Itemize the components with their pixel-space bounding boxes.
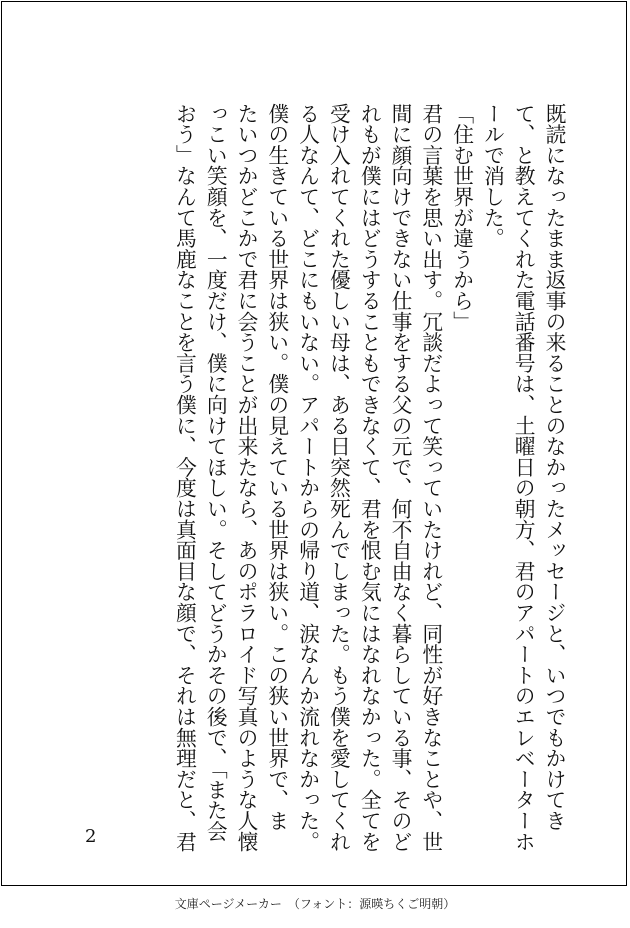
body-line: れもが僕にはどうすることもできなくて、君を恨む気にはなれなかった。全てを (357, 103, 382, 852)
page-number: 2 (85, 826, 97, 847)
body-line: っこい笑顔を、一度だけ、僕に向けてほしい。そしてどうかその後で、「また会 (203, 103, 228, 842)
body-line: 僕の生きている世界は狭い。僕の見えている世界は狭い。この狭い世界で、ま (264, 103, 289, 831)
body-line: 「住む世界が違うから」 (449, 103, 474, 332)
book-page (1, 1, 627, 886)
body-line: 間に顔向けできない仕事をする父の元で、何不自由なく暮らしている事、そのど (388, 103, 413, 852)
body-line: 既読になったまま返事の来ることのなかったメッセージと、いつでもかけてき (542, 103, 566, 831)
vertical-body-text (169, 103, 569, 852)
body-line: 受け入れてくれた優しい母は、ある日突然死んでしまった。もう僕を愛してくれ (326, 103, 351, 852)
body-line: おう」なんて馬鹿なことを言う僕に、今度は真面目な顔で、それは無理だと、君 (172, 103, 197, 852)
body-line: て、と教えてくれた電話番号は、土曜日の朝方、君のアパートのエレベーターホ (511, 103, 536, 852)
body-line: たいつかどこかで君に会うことが出来たなら、あのポラロイド写真のような人懐 (234, 103, 259, 852)
body-line: 君の言葉を思い出す。冗談だよって笑っていたけれど、同性が好きなことや、世 (418, 103, 443, 852)
body-line: る人なんて、どこにもいない。アパートからの帰り道、涙なんか流れなかった。 (295, 103, 320, 852)
footer-credit: 文庫ページメーカー （フォント：源暎ちくご明朝） (174, 897, 456, 911)
body-line: ールで消した。 (480, 103, 505, 249)
